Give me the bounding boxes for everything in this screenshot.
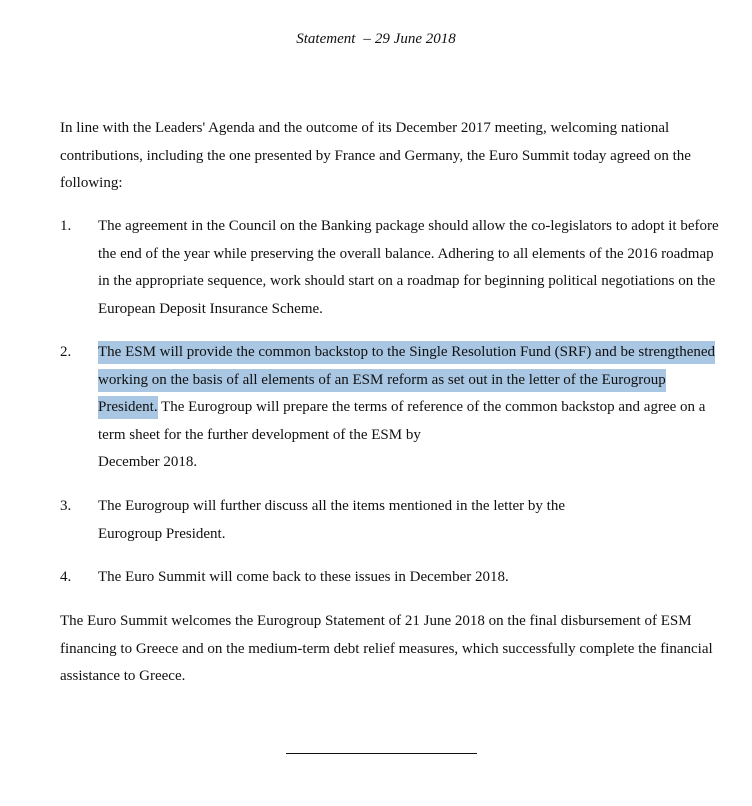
list-item-text-first-line[interactable]: The Eurogroup will further discuss all the items mentioned in the letter by the xyxy=(98,498,565,514)
intro-paragraph[interactable]: In line with the Leaders' Agenda and the outcome of its December 2017 meeting, welcoming national contributions, including the one presented by France and Germany, the Euro Summit today agreed on the following: xyxy=(60,120,691,191)
list-item-number: 2. xyxy=(60,344,72,360)
list-item-text[interactable] xyxy=(98,493,720,548)
footnote-separator xyxy=(286,753,477,754)
list-item-number: 3. xyxy=(60,498,72,514)
selected-text-highlight[interactable]: The ESM will provide the common backstop to the Single Resolution Fund (SRF) and be strengthened working on the basis of all elements of an ESM reform as set out in the letter of the Eurogroup President. xyxy=(98,341,715,419)
header-dash: – xyxy=(363,31,371,47)
list-item-text-last-line[interactable]: December 2018. xyxy=(98,454,198,470)
header-label: Statement xyxy=(296,31,356,47)
list-item-number: 1. xyxy=(60,218,72,234)
list-item-text[interactable]: The agreement in the Council on the Banking package should allow the co-legislators to adopt it before the end of the year while preserving the overall balance. Adhering to all elements of the 2016 roadmap in the appropriate sequence, work should start on a roadmap for beginning political negotiations on the European Deposit Insurance Scheme. xyxy=(98,218,719,317)
document-header xyxy=(0,29,752,49)
list-item-text-last-line[interactable]: Eurogroup President. xyxy=(98,525,226,542)
closing-paragraph[interactable]: The Euro Summit welcomes the Eurogroup Statement of 21 June 2018 on the final disbursement of ESM financing to Greece and on the medium-term debt relief measures, which successfully complete the financial assistance to Greece. xyxy=(60,613,713,684)
list-item-text[interactable] xyxy=(98,339,720,477)
list-item-text-rest[interactable]: The Eurogroup will prepare the terms of reference of the common backstop and agree on a term sheet for the further development of the ESM by xyxy=(98,399,706,443)
list-item-text[interactable]: The Euro Summit will come back to these issues in December 2018. xyxy=(98,569,509,585)
list-item-number: 4. xyxy=(60,569,72,585)
header-date: 29 June 2018 xyxy=(374,31,456,47)
